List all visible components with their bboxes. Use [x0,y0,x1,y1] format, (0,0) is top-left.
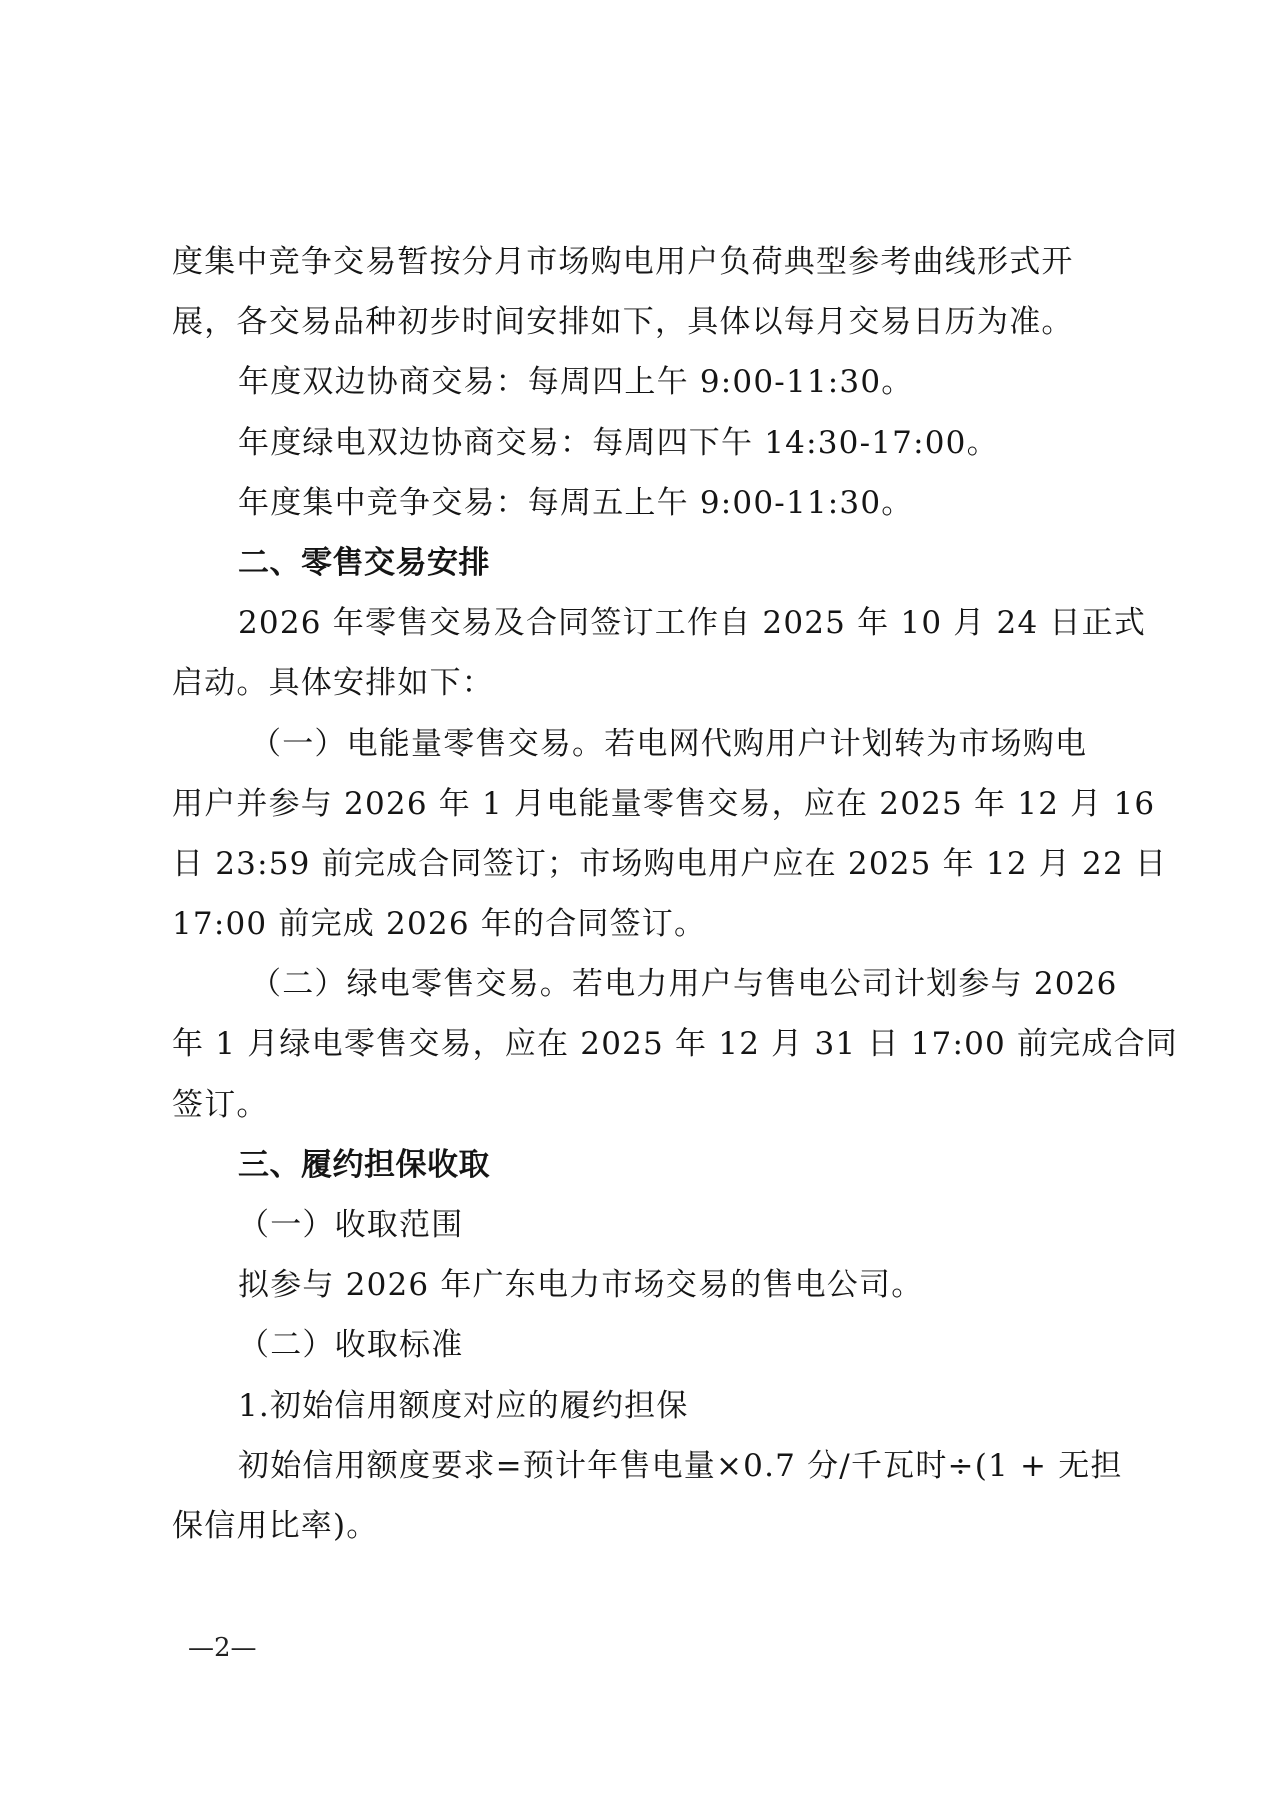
paragraph-line: 用户并参与 2026 年 1 月电能量零售交易，应在 2025 年 12 月 16 [172,785,1156,822]
paragraph-line: 度集中竞争交易暂按分月市场购电用户负荷典型参考曲线形式开 [172,244,1074,280]
paragraph-line: 日 23:59 前完成合同签订；市场购电用户应在 2025 年 12 月 22 日 [172,845,1168,882]
paragraph-line: 拟参与 2026 年广东电力市场交易的售电公司。 [238,1267,924,1304]
list-item-initial-credit: 1.初始信用额度对应的履约担保 [238,1387,689,1424]
paragraph-line: 17:00 前完成 2026 年的合同签订。 [172,906,707,943]
section-heading-performance-guarantee: 三、履约担保收取 [238,1146,490,1183]
page-number: —2— [188,1633,257,1663]
paragraph-line: 启动。具体安排如下： [172,665,494,702]
document-body [172,238,1178,1562]
formula-line: 初始信用额度要求=预计年售电量×0.7 分/千瓦时÷(1 + 无担 [238,1447,1123,1484]
paragraph-line: 签订。 [172,1086,269,1123]
paragraph-line: 年 1 月绿电零售交易，应在 2025 年 12 月 31 日 17:00 前完成合同 [172,1026,1178,1063]
paragraph-line: 展，各交易品种初步时间安排如下，具体以每月交易日历为准。 [172,304,1074,341]
section-heading-retail: 二、零售交易安排 [238,544,490,581]
subheading-scope: （一）收取范围 [238,1207,464,1243]
subheading-standard: （二）收取标准 [238,1327,464,1364]
schedule-item-centralized: 年度集中竞争交易：每周五上午 9:00-11:30。 [238,484,914,521]
paragraph-line: 2026 年零售交易及合同签订工作自 2025 年 10 月 24 日正式 [238,605,1147,642]
schedule-item-green-bilateral: 年度绿电双边协商交易：每周四下午 14:30-17:00。 [238,424,999,461]
formula-line: 保信用比率)。 [172,1507,379,1544]
paragraph-line: （一）电能量零售交易。若电网代购用户计划转为市场购电 [250,725,1088,762]
schedule-item-bilateral: 年度双边协商交易：每周四上午 9:00-11:30。 [238,364,914,401]
paragraph-line: （二）绿电零售交易。若电力用户与售电公司计划参与 2026 [250,966,1118,1003]
